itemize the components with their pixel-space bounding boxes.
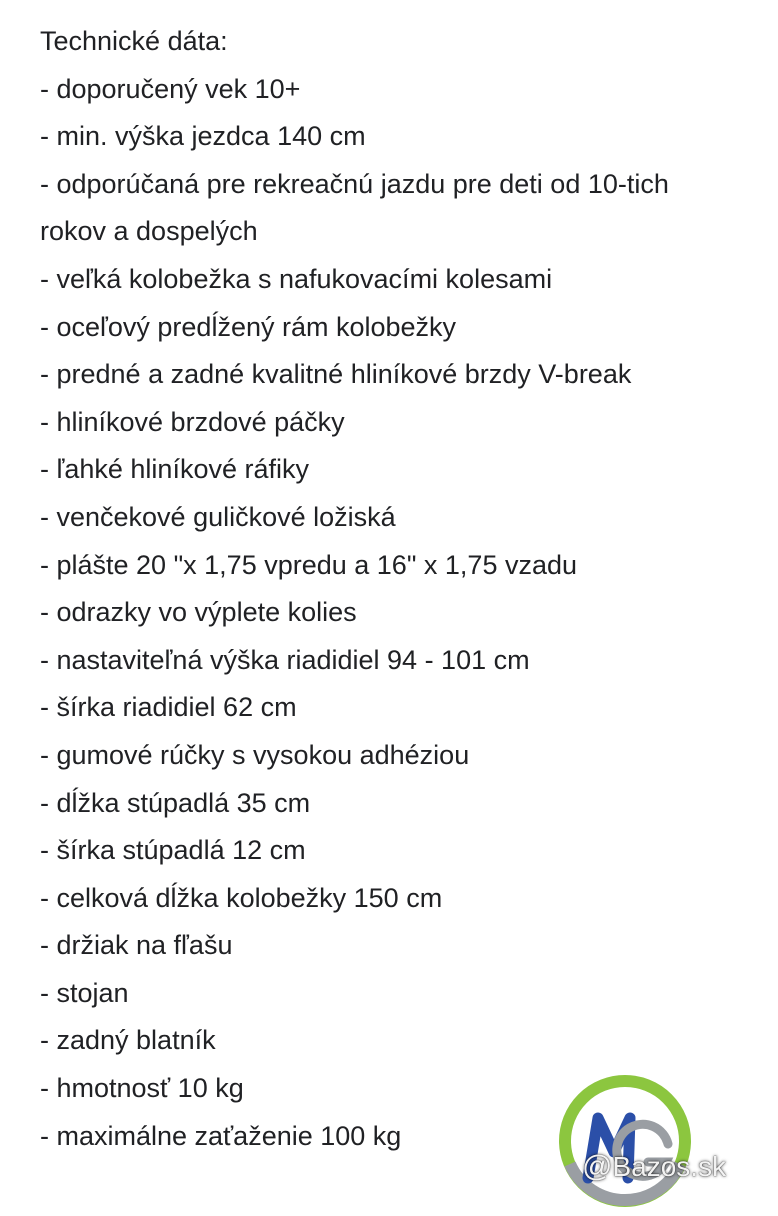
spec-item: - odporúčaná pre rekreačnú jazdu pre deti od 10-tich <box>40 168 669 199</box>
spec-item: - celková dĺžka kolobežky 150 cm <box>40 882 443 913</box>
spec-item: - doporučený vek 10+ <box>40 73 301 104</box>
spec-item: - maximálne zaťaženie 100 kg <box>40 1120 402 1151</box>
spec-list <box>40 18 740 1160</box>
spec-item: - gumové rúčky s vysokou adhéziou <box>40 739 470 770</box>
spec-item: - šírka stúpadlá 12 cm <box>40 835 306 866</box>
spec-item: - veľká kolobežka s nafukovacími kolesami <box>40 263 553 294</box>
spec-item: - ľahké hliníkové ráfiky <box>40 454 309 485</box>
spec-item: - predné a zadné kvalitné hliníkové brzdy V-break <box>40 359 632 390</box>
at-icon: @ <box>582 1150 613 1183</box>
spec-item: - oceľový predĺžený rám kolobežky <box>40 311 457 342</box>
spec-item: - nastaviteľná výška riadidiel 94 - 101 cm <box>40 644 530 675</box>
spec-item: - hliníkové brzdové páčky <box>40 406 345 437</box>
spec-title: Technické dáta: <box>40 26 228 56</box>
spec-item: - min. výška jezdca 140 cm <box>40 121 366 152</box>
spec-item: rokov a dospelých <box>40 216 258 247</box>
spec-item: - držiak na fľašu <box>40 930 233 961</box>
spec-item: - plášte 20 "x 1,75 vpredu a 16" x 1,75 vzadu <box>40 549 578 580</box>
mg-logo <box>550 1066 700 1216</box>
spec-item: - dĺžka stúpadlá 35 cm <box>40 787 311 818</box>
spec-item: - venčekové guličkové ložiská <box>40 501 396 532</box>
spec-item: - odrazky vo výplete kolies <box>40 597 357 628</box>
spec-item: - šírka riadidiel 62 cm <box>40 692 297 723</box>
spec-item: - hmotnosť 10 kg <box>40 1073 244 1104</box>
bazos-watermark <box>582 1150 726 1184</box>
watermark-text: Bazos.sk <box>612 1151 727 1182</box>
spec-items <box>40 66 740 1161</box>
spec-item: - zadný blatník <box>40 1025 216 1056</box>
spec-item: - stojan <box>40 977 129 1008</box>
